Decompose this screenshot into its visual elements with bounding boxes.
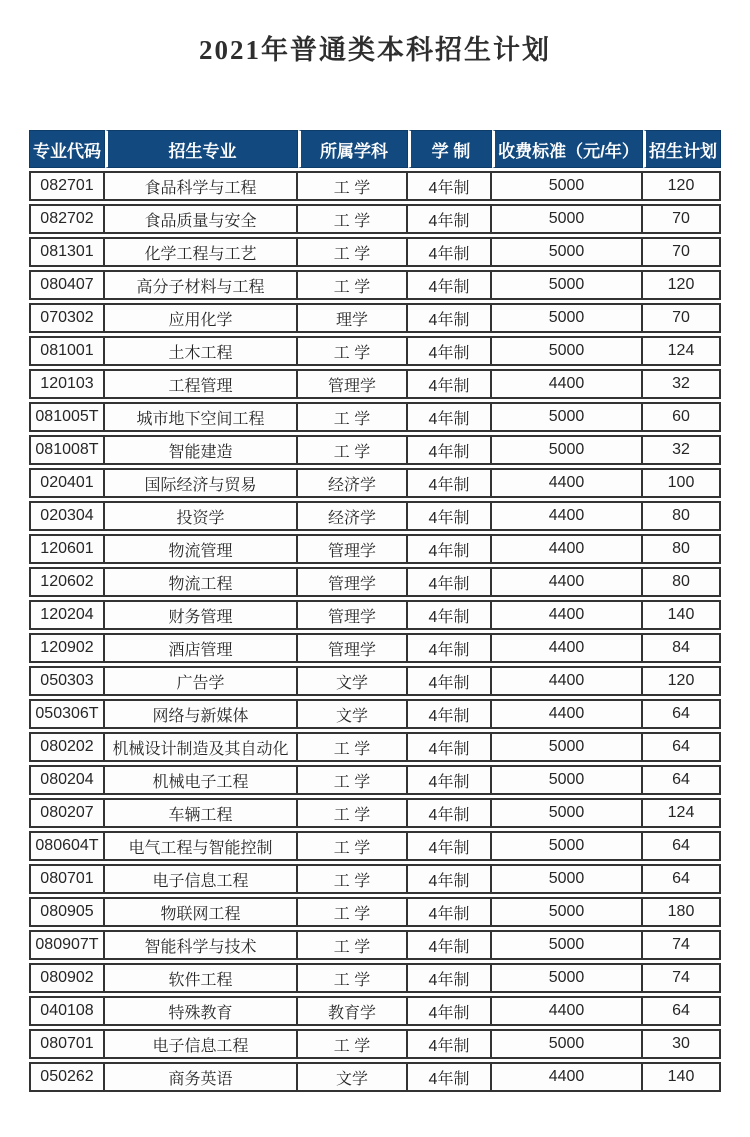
table-row bbox=[29, 270, 721, 300]
cell-duration: 4年制 bbox=[408, 435, 492, 465]
cell-fee-standard: 4400 bbox=[492, 369, 643, 399]
cell-duration: 4年制 bbox=[408, 765, 492, 795]
table-header bbox=[29, 130, 721, 168]
cell-fee-standard: 5000 bbox=[492, 435, 643, 465]
cell-discipline: 管理学 bbox=[298, 567, 408, 597]
cell-major-code: 080604T bbox=[29, 831, 105, 861]
cell-discipline: 工 学 bbox=[298, 765, 408, 795]
cell-major-name: 高分子材料与工程 bbox=[105, 270, 298, 300]
cell-major-name: 土木工程 bbox=[105, 336, 298, 366]
cell-discipline: 工 学 bbox=[298, 435, 408, 465]
table-header-row bbox=[29, 130, 721, 168]
table-row bbox=[29, 666, 721, 696]
cell-major-code: 080907T bbox=[29, 930, 105, 960]
cell-discipline: 工 学 bbox=[298, 336, 408, 366]
cell-major-name: 特殊教育 bbox=[105, 996, 298, 1026]
cell-duration: 4年制 bbox=[408, 732, 492, 762]
cell-plan-count: 64 bbox=[643, 831, 721, 861]
cell-fee-standard: 5000 bbox=[492, 864, 643, 894]
cell-discipline: 管理学 bbox=[298, 600, 408, 630]
cell-major-name: 网络与新媒体 bbox=[105, 699, 298, 729]
cell-duration: 4年制 bbox=[408, 237, 492, 267]
cell-fee-standard: 5000 bbox=[492, 204, 643, 234]
cell-discipline: 工 学 bbox=[298, 963, 408, 993]
cell-plan-count: 64 bbox=[643, 765, 721, 795]
cell-major-code: 020304 bbox=[29, 501, 105, 531]
cell-duration: 4年制 bbox=[408, 1062, 492, 1092]
header-duration: 学 制 bbox=[408, 130, 492, 168]
cell-plan-count: 64 bbox=[643, 864, 721, 894]
cell-major-name: 投资学 bbox=[105, 501, 298, 531]
cell-plan-count: 140 bbox=[643, 600, 721, 630]
cell-fee-standard: 5000 bbox=[492, 897, 643, 927]
cell-major-code: 080202 bbox=[29, 732, 105, 762]
cell-discipline: 经济学 bbox=[298, 468, 408, 498]
cell-fee-standard: 5000 bbox=[492, 171, 643, 201]
cell-major-name: 软件工程 bbox=[105, 963, 298, 993]
cell-major-name: 物流工程 bbox=[105, 567, 298, 597]
cell-major-code: 120103 bbox=[29, 369, 105, 399]
cell-major-code: 080902 bbox=[29, 963, 105, 993]
cell-fee-standard: 4400 bbox=[492, 996, 643, 1026]
page-title: 2021年普通类本科招生计划 bbox=[199, 35, 551, 65]
cell-plan-count: 80 bbox=[643, 534, 721, 564]
cell-major-code: 050262 bbox=[29, 1062, 105, 1092]
cell-major-name: 应用化学 bbox=[105, 303, 298, 333]
cell-major-name: 食品质量与安全 bbox=[105, 204, 298, 234]
table-row bbox=[29, 1062, 721, 1092]
cell-plan-count: 180 bbox=[643, 897, 721, 927]
cell-discipline: 工 学 bbox=[298, 798, 408, 828]
table-row bbox=[29, 963, 721, 993]
cell-major-name: 物联网工程 bbox=[105, 897, 298, 927]
table-row bbox=[29, 600, 721, 630]
header-major-code: 专业代码 bbox=[29, 130, 105, 168]
table-row bbox=[29, 171, 721, 201]
cell-major-code: 080905 bbox=[29, 897, 105, 927]
cell-major-name: 工程管理 bbox=[105, 369, 298, 399]
cell-fee-standard: 5000 bbox=[492, 798, 643, 828]
cell-major-code: 040108 bbox=[29, 996, 105, 1026]
cell-major-code: 120602 bbox=[29, 567, 105, 597]
cell-duration: 4年制 bbox=[408, 501, 492, 531]
cell-fee-standard: 4400 bbox=[492, 699, 643, 729]
cell-duration: 4年制 bbox=[408, 996, 492, 1026]
cell-duration: 4年制 bbox=[408, 897, 492, 927]
cell-major-code: 050303 bbox=[29, 666, 105, 696]
cell-discipline: 工 学 bbox=[298, 732, 408, 762]
cell-major-code: 070302 bbox=[29, 303, 105, 333]
cell-major-name: 电子信息工程 bbox=[105, 1029, 298, 1059]
cell-major-code: 080207 bbox=[29, 798, 105, 828]
cell-discipline: 工 学 bbox=[298, 204, 408, 234]
cell-plan-count: 120 bbox=[643, 171, 721, 201]
table-row bbox=[29, 699, 721, 729]
table-row bbox=[29, 633, 721, 663]
cell-discipline: 理学 bbox=[298, 303, 408, 333]
cell-discipline: 工 学 bbox=[298, 897, 408, 927]
cell-plan-count: 80 bbox=[643, 501, 721, 531]
table-row bbox=[29, 336, 721, 366]
cell-fee-standard: 5000 bbox=[492, 402, 643, 432]
table-row bbox=[29, 897, 721, 927]
cell-major-name: 食品科学与工程 bbox=[105, 171, 298, 201]
cell-discipline: 管理学 bbox=[298, 369, 408, 399]
cell-fee-standard: 5000 bbox=[492, 336, 643, 366]
cell-major-name: 电气工程与智能控制 bbox=[105, 831, 298, 861]
cell-fee-standard: 5000 bbox=[492, 270, 643, 300]
cell-duration: 4年制 bbox=[408, 798, 492, 828]
cell-major-code: 081008T bbox=[29, 435, 105, 465]
header-discipline: 所属学科 bbox=[298, 130, 408, 168]
cell-major-name: 化学工程与工艺 bbox=[105, 237, 298, 267]
cell-discipline: 工 学 bbox=[298, 930, 408, 960]
cell-major-code: 120204 bbox=[29, 600, 105, 630]
cell-discipline: 经济学 bbox=[298, 501, 408, 531]
cell-discipline: 工 学 bbox=[298, 831, 408, 861]
cell-discipline: 管理学 bbox=[298, 633, 408, 663]
cell-major-code: 050306T bbox=[29, 699, 105, 729]
enrollment-plan-table bbox=[29, 127, 721, 1095]
cell-plan-count: 70 bbox=[643, 204, 721, 234]
cell-major-name: 物流管理 bbox=[105, 534, 298, 564]
cell-fee-standard: 5000 bbox=[492, 831, 643, 861]
cell-fee-standard: 4400 bbox=[492, 600, 643, 630]
cell-duration: 4年制 bbox=[408, 171, 492, 201]
cell-major-name: 智能建造 bbox=[105, 435, 298, 465]
cell-discipline: 工 学 bbox=[298, 1029, 408, 1059]
table-row bbox=[29, 798, 721, 828]
cell-duration: 4年制 bbox=[408, 204, 492, 234]
cell-discipline: 工 学 bbox=[298, 171, 408, 201]
cell-duration: 4年制 bbox=[408, 666, 492, 696]
table-row bbox=[29, 831, 721, 861]
cell-discipline: 教育学 bbox=[298, 996, 408, 1026]
cell-plan-count: 120 bbox=[643, 270, 721, 300]
cell-duration: 4年制 bbox=[408, 831, 492, 861]
cell-discipline: 文学 bbox=[298, 666, 408, 696]
cell-plan-count: 64 bbox=[643, 732, 721, 762]
cell-major-code: 080204 bbox=[29, 765, 105, 795]
cell-major-code: 080701 bbox=[29, 1029, 105, 1059]
cell-fee-standard: 4400 bbox=[492, 468, 643, 498]
table-row bbox=[29, 567, 721, 597]
cell-major-name: 机械设计制造及其自动化 bbox=[105, 732, 298, 762]
cell-plan-count: 70 bbox=[643, 237, 721, 267]
table-row bbox=[29, 732, 721, 762]
cell-plan-count: 60 bbox=[643, 402, 721, 432]
cell-fee-standard: 4400 bbox=[492, 501, 643, 531]
cell-discipline: 文学 bbox=[298, 1062, 408, 1092]
table-row bbox=[29, 237, 721, 267]
cell-plan-count: 64 bbox=[643, 699, 721, 729]
cell-major-name: 财务管理 bbox=[105, 600, 298, 630]
cell-fee-standard: 5000 bbox=[492, 237, 643, 267]
cell-plan-count: 120 bbox=[643, 666, 721, 696]
cell-fee-standard: 4400 bbox=[492, 633, 643, 663]
cell-major-name: 酒店管理 bbox=[105, 633, 298, 663]
table-row bbox=[29, 435, 721, 465]
cell-major-name: 广告学 bbox=[105, 666, 298, 696]
cell-duration: 4年制 bbox=[408, 303, 492, 333]
table-row bbox=[29, 468, 721, 498]
cell-major-code: 080407 bbox=[29, 270, 105, 300]
cell-duration: 4年制 bbox=[408, 864, 492, 894]
table-body bbox=[29, 171, 721, 1092]
table-row bbox=[29, 204, 721, 234]
cell-duration: 4年制 bbox=[408, 534, 492, 564]
cell-plan-count: 100 bbox=[643, 468, 721, 498]
header-fee-standard: 收费标准（元/年） bbox=[492, 130, 643, 168]
cell-discipline: 工 学 bbox=[298, 864, 408, 894]
cell-plan-count: 32 bbox=[643, 435, 721, 465]
cell-duration: 4年制 bbox=[408, 369, 492, 399]
cell-duration: 4年制 bbox=[408, 567, 492, 597]
cell-fee-standard: 5000 bbox=[492, 930, 643, 960]
cell-fee-standard: 4400 bbox=[492, 1062, 643, 1092]
cell-duration: 4年制 bbox=[408, 336, 492, 366]
cell-major-code: 080701 bbox=[29, 864, 105, 894]
table-row bbox=[29, 303, 721, 333]
cell-fee-standard: 4400 bbox=[492, 567, 643, 597]
cell-duration: 4年制 bbox=[408, 468, 492, 498]
cell-discipline: 文学 bbox=[298, 699, 408, 729]
cell-duration: 4年制 bbox=[408, 633, 492, 663]
cell-duration: 4年制 bbox=[408, 963, 492, 993]
cell-fee-standard: 5000 bbox=[492, 963, 643, 993]
table-row bbox=[29, 501, 721, 531]
cell-major-code: 120601 bbox=[29, 534, 105, 564]
cell-plan-count: 140 bbox=[643, 1062, 721, 1092]
cell-major-code: 082702 bbox=[29, 204, 105, 234]
cell-major-code: 082701 bbox=[29, 171, 105, 201]
cell-plan-count: 74 bbox=[643, 963, 721, 993]
cell-plan-count: 124 bbox=[643, 336, 721, 366]
cell-major-name: 国际经济与贸易 bbox=[105, 468, 298, 498]
cell-plan-count: 74 bbox=[643, 930, 721, 960]
cell-discipline: 工 学 bbox=[298, 402, 408, 432]
cell-duration: 4年制 bbox=[408, 402, 492, 432]
table-row bbox=[29, 864, 721, 894]
cell-fee-standard: 5000 bbox=[492, 732, 643, 762]
cell-plan-count: 64 bbox=[643, 996, 721, 1026]
cell-duration: 4年制 bbox=[408, 600, 492, 630]
cell-major-name: 智能科学与技术 bbox=[105, 930, 298, 960]
cell-plan-count: 30 bbox=[643, 1029, 721, 1059]
cell-major-name: 机械电子工程 bbox=[105, 765, 298, 795]
cell-major-name: 车辆工程 bbox=[105, 798, 298, 828]
table-row bbox=[29, 930, 721, 960]
cell-plan-count: 32 bbox=[643, 369, 721, 399]
cell-fee-standard: 5000 bbox=[492, 1029, 643, 1059]
cell-major-name: 商务英语 bbox=[105, 1062, 298, 1092]
cell-major-code: 081001 bbox=[29, 336, 105, 366]
cell-plan-count: 80 bbox=[643, 567, 721, 597]
header-major-name: 招生专业 bbox=[105, 130, 298, 168]
cell-duration: 4年制 bbox=[408, 930, 492, 960]
cell-major-code: 081301 bbox=[29, 237, 105, 267]
cell-plan-count: 124 bbox=[643, 798, 721, 828]
cell-major-name: 城市地下空间工程 bbox=[105, 402, 298, 432]
header-plan-count: 招生计划 bbox=[643, 130, 721, 168]
cell-major-code: 020401 bbox=[29, 468, 105, 498]
table-row bbox=[29, 765, 721, 795]
table-row bbox=[29, 369, 721, 399]
cell-duration: 4年制 bbox=[408, 699, 492, 729]
table-row bbox=[29, 996, 721, 1026]
cell-fee-standard: 5000 bbox=[492, 765, 643, 795]
table-row bbox=[29, 1029, 721, 1059]
cell-discipline: 工 学 bbox=[298, 270, 408, 300]
cell-plan-count: 84 bbox=[643, 633, 721, 663]
cell-discipline: 工 学 bbox=[298, 237, 408, 267]
cell-major-code: 081005T bbox=[29, 402, 105, 432]
table-row bbox=[29, 402, 721, 432]
cell-plan-count: 70 bbox=[643, 303, 721, 333]
cell-major-name: 电子信息工程 bbox=[105, 864, 298, 894]
table-row bbox=[29, 534, 721, 564]
cell-duration: 4年制 bbox=[408, 1029, 492, 1059]
cell-discipline: 管理学 bbox=[298, 534, 408, 564]
cell-fee-standard: 4400 bbox=[492, 534, 643, 564]
cell-fee-standard: 5000 bbox=[492, 303, 643, 333]
cell-fee-standard: 4400 bbox=[492, 666, 643, 696]
cell-duration: 4年制 bbox=[408, 270, 492, 300]
cell-major-code: 120902 bbox=[29, 633, 105, 663]
